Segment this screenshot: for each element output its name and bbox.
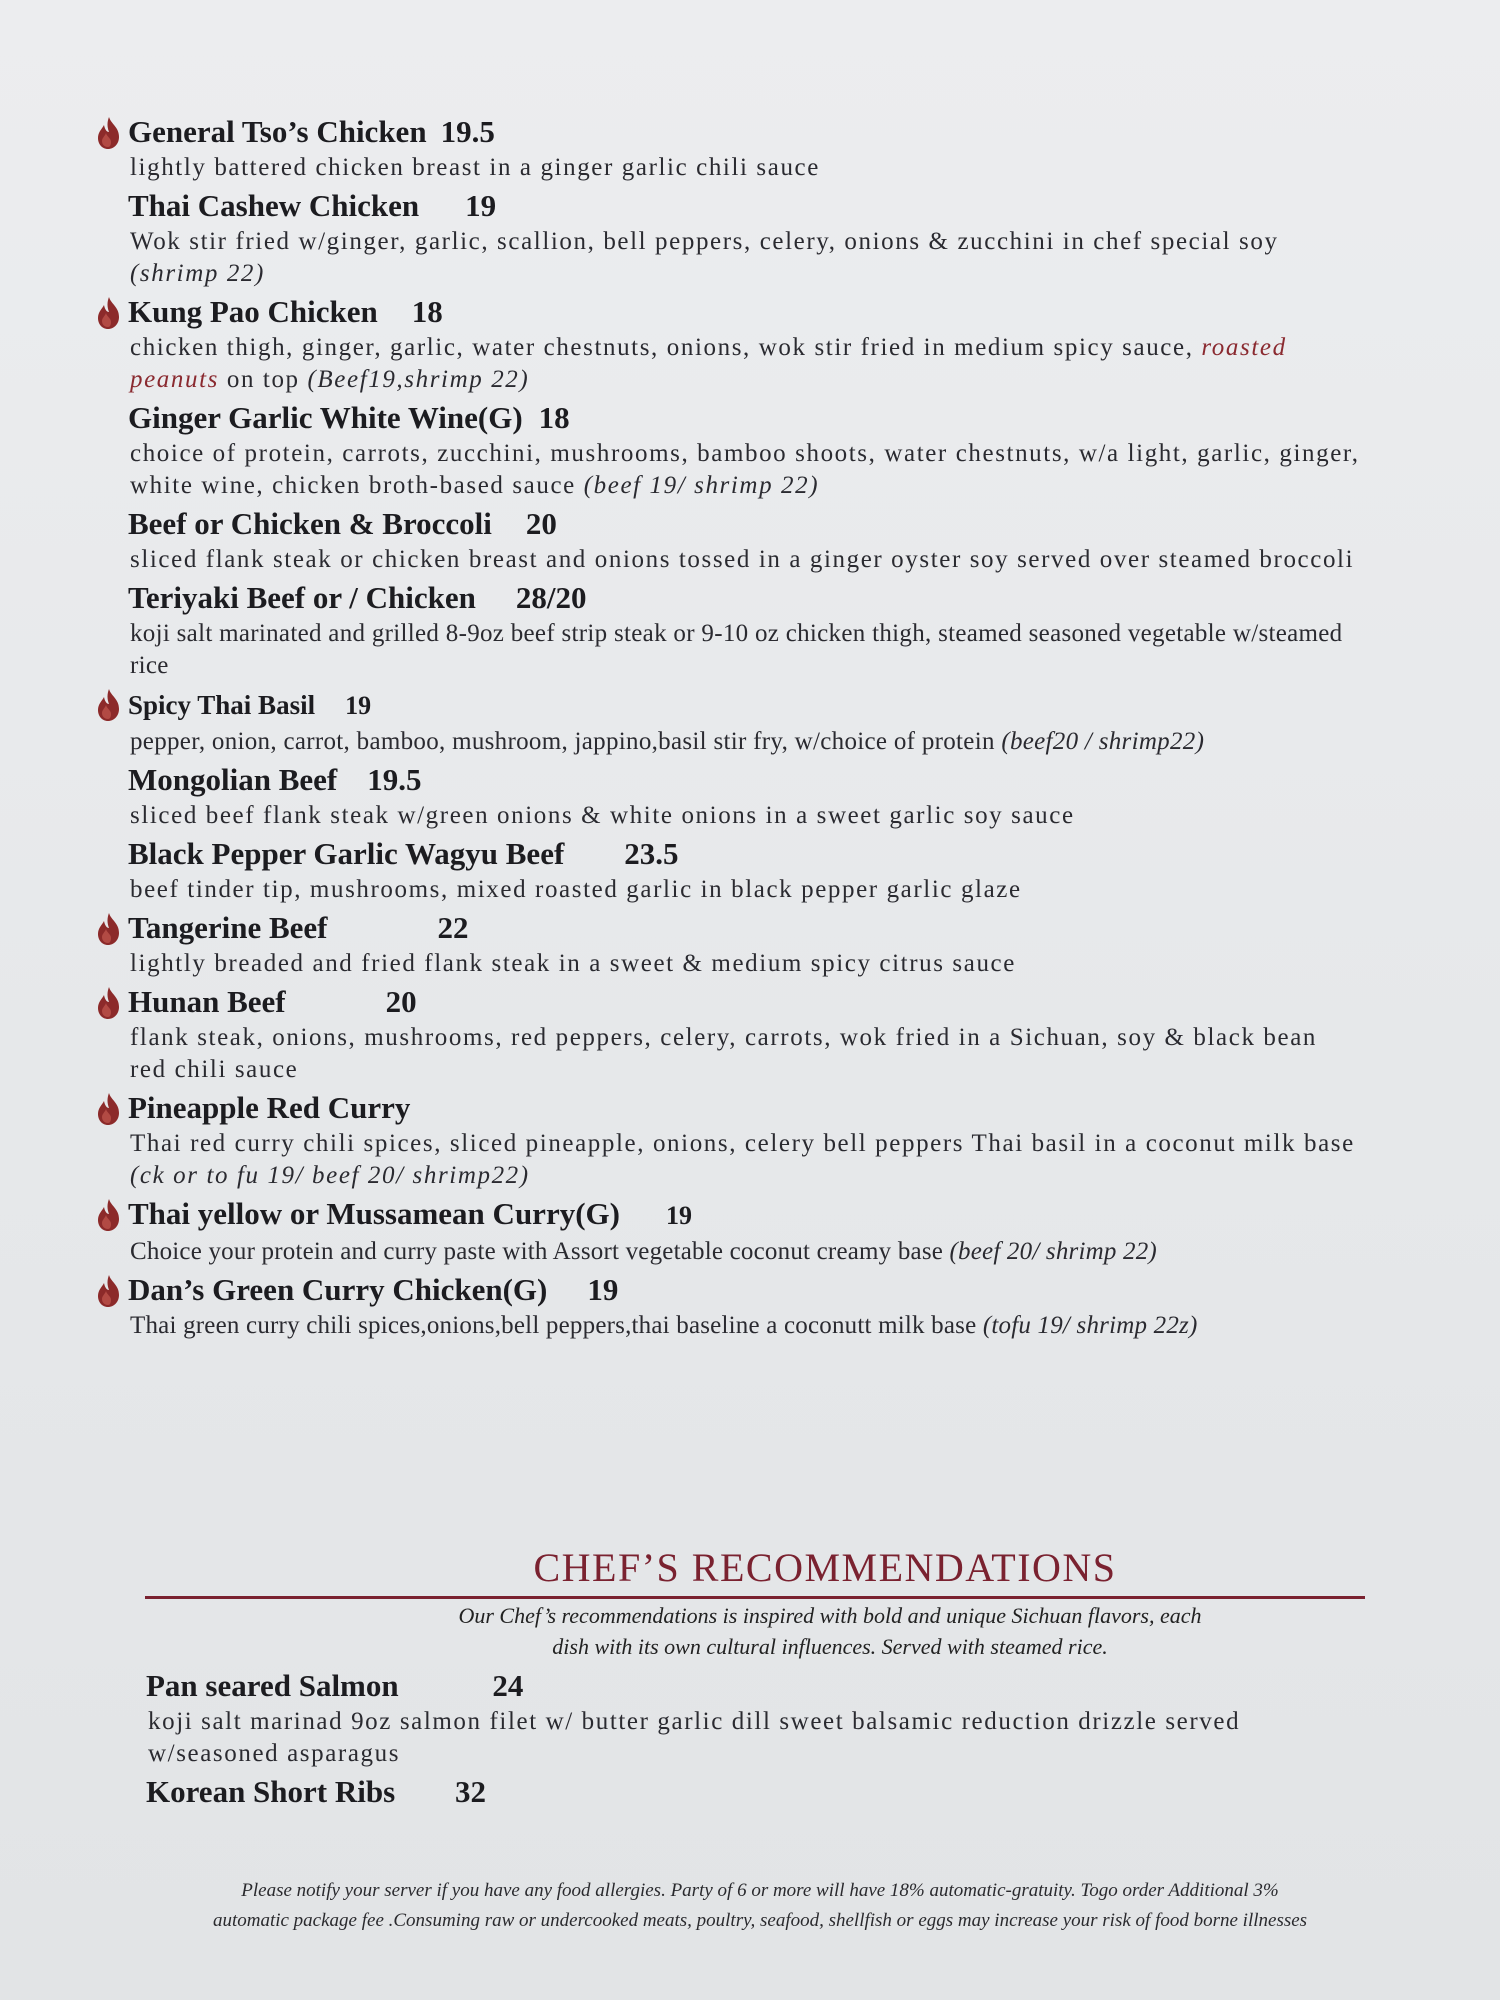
menu-item-description <box>128 438 1360 502</box>
menu-item-description-text: Wok stir fried w/ginger, garlic, scallion, bell peppers, celery, onions & zucchini in chef special soy <box>130 228 1279 255</box>
menu-item-name: Kung Pao Chicken <box>128 294 378 329</box>
chef-intro-line: Our Chef’s recommendations is inspired with bold and unique Sichuan flavors, each <box>458 1603 1202 1628</box>
flame-icon <box>94 912 124 946</box>
flame-icon <box>94 1092 124 1126</box>
menu-item-price-note: (beef20 / shrimp22) <box>1001 728 1205 755</box>
menu-item-description <box>128 332 1360 396</box>
flame-icon <box>94 1274 124 1308</box>
menu-item-name-line <box>128 1194 1378 1236</box>
menu-item-description-text: chicken thigh, ginger, garlic, water chestnuts, onions, wok stir fried in medium spicy sauce, <box>130 334 1194 361</box>
menu-item <box>128 1270 1378 1342</box>
chef-item-list <box>146 1666 1386 1814</box>
menu-item-price: 19.5 <box>440 114 495 149</box>
menu-item-description-text: beef tinder tip, mushrooms, mixed roasted garlic in black pepper garlic glaze <box>130 876 1022 903</box>
menu-item-description-text: sliced flank steak or chicken breast and onions tossed in a ginger oyster soy served over steamed broccoli <box>130 546 1355 573</box>
menu-item-name: Thai yellow or Mussamean Curry(G) <box>128 1196 620 1231</box>
menu-item-name: Mongolian Beef <box>128 762 338 797</box>
flame-icon <box>94 1198 124 1232</box>
menu-item <box>128 1194 1378 1268</box>
menu-item-name-line <box>128 292 1378 332</box>
menu-item-description <box>128 1128 1360 1192</box>
menu-item-description-text: koji salt marinated and grilled 8-9oz beef strip steak or 9-10 oz chicken thigh, steamed seasoned vegetable w/steamed rice <box>130 620 1343 679</box>
allergy-notice-line: automatic package fee .Consuming raw or undercooked meats, poultry, seafood, shellfish or eggs may increase your risk of food borne illnesses <box>212 1910 1308 1931</box>
menu-item-description-text: Choice your protein and curry paste with Assort vegetable coconut creamy base <box>130 1238 944 1265</box>
menu-item-description <box>128 1022 1360 1086</box>
chef-intro <box>380 1600 1280 1662</box>
flame-icon <box>94 296 124 330</box>
menu-item-name-line <box>146 1666 1386 1706</box>
allergy-notice-line: Please notify your server if you have any food allergies. Party of 6 or more will have 18% automatic-gratuity. Togo order Additional 3% <box>241 1880 1279 1901</box>
menu-item-description-text: Thai red curry chili spices, sliced pineapple, onions, celery bell peppers Thai basil in a coconut milk base <box>130 1130 1355 1157</box>
menu-item-price-note: (Beef19,shrimp 22) <box>307 366 530 393</box>
menu-item-name: Spicy Thai Basil <box>128 690 316 720</box>
menu-item-list <box>128 112 1378 1344</box>
menu-item-highlight: roasted peanuts <box>130 334 1287 393</box>
menu-item-description <box>128 874 1360 906</box>
menu-item-name-line <box>128 982 1378 1022</box>
menu-item-name: Black Pepper Garlic Wagyu Beef <box>128 836 565 871</box>
menu-item-price: 20 <box>385 984 417 1019</box>
menu-item-description-text: sliced beef flank steak w/green onions & white onions in a sweet garlic soy sauce <box>130 802 1075 829</box>
menu-item-name-line <box>128 684 1378 726</box>
menu-item-description <box>128 226 1360 290</box>
menu-item-description <box>128 152 1360 184</box>
menu-item <box>128 578 1378 682</box>
menu-item <box>128 684 1378 758</box>
menu-item-description-text: Thai green curry chili spices,onions,bell peppers,thai baseline a coconutt milk base <box>130 1312 977 1339</box>
menu-item-name-line <box>128 578 1378 618</box>
menu-item-description: koji salt marinad 9oz salmon filet w/ butter garlic dill sweet balsamic reduction drizzle served w/seasoned asparagus <box>148 1708 1241 1767</box>
menu-item-name: General Tso’s Chicken <box>128 114 427 149</box>
menu-item <box>128 760 1378 832</box>
menu-item <box>128 834 1378 906</box>
menu-item-description-text: lightly battered chicken breast in a ginger garlic chili sauce <box>130 154 820 181</box>
menu-item-description <box>128 544 1360 576</box>
menu-item-price: 19 <box>345 691 372 720</box>
menu-item <box>146 1666 1386 1770</box>
menu-item-name: Pineapple Red Curry <box>128 1090 411 1125</box>
allergy-notice <box>150 1876 1370 1936</box>
flame-icon <box>94 986 124 1020</box>
menu-item-name: Tangerine Beef <box>128 910 328 945</box>
menu-item-name: Hunan Beef <box>128 984 286 1019</box>
menu-item-description <box>128 1236 1360 1268</box>
menu-item <box>146 1772 1386 1812</box>
menu-item-price: 28/20 <box>515 580 587 615</box>
menu-item-price: 19 <box>587 1272 619 1307</box>
menu-item-name-line <box>128 834 1378 874</box>
menu-item-price: 20 <box>525 506 557 541</box>
menu-item <box>128 292 1378 396</box>
menu-item-price-note: (ck or to fu 19/ beef 20/ shrimp22) <box>130 1162 530 1189</box>
menu-item-price: 22 <box>437 910 469 945</box>
menu-item-price: 19 <box>665 1201 692 1230</box>
menu-item-price: 18 <box>538 400 570 435</box>
menu-item-description <box>128 726 1360 758</box>
menu-item-price: 18 <box>411 294 443 329</box>
menu-item-name-line <box>128 398 1378 438</box>
menu-item <box>128 112 1378 184</box>
menu-item-name-line <box>128 1088 1378 1128</box>
menu-item-description-text: on top <box>226 366 300 393</box>
menu-item-name: Teriyaki Beef or / Chicken <box>128 580 476 615</box>
menu-item-price: 32 <box>454 1774 486 1809</box>
menu-item <box>128 398 1378 502</box>
menu-item-price: 23.5 <box>624 836 679 871</box>
menu-item-description <box>128 1310 1360 1342</box>
menu-item-name-line <box>128 1270 1378 1310</box>
menu-item-name-line <box>128 112 1378 152</box>
menu-item-description <box>128 948 1360 980</box>
menu-item-name: Thai Cashew Chicken <box>128 188 420 223</box>
menu-item-name-line <box>146 1772 1386 1812</box>
menu-item-description-text: lightly breaded and fried flank steak in a sweet & medium spicy citrus sauce <box>130 950 1016 977</box>
menu-item-description-text: flank steak, onions, mushrooms, red peppers, celery, carrots, wok fried in a Sichuan, soy & black bean red chili sauce <box>130 1024 1317 1083</box>
flame-icon <box>94 116 124 150</box>
menu-item-description <box>128 800 1360 832</box>
section-divider <box>145 1596 1365 1599</box>
menu-item-name-line <box>128 908 1378 948</box>
menu-item-name-line <box>128 760 1378 800</box>
menu-item-price: 19.5 <box>367 762 422 797</box>
menu-item <box>128 504 1378 576</box>
menu-item <box>128 982 1378 1086</box>
menu-item-name: Korean Short Ribs <box>146 1774 396 1809</box>
chef-recommendations-title: CHEF’S RECOMMENDATIONS <box>533 1545 1117 1590</box>
menu-item-price: 24 <box>492 1668 524 1703</box>
menu-item-name-line <box>128 504 1378 544</box>
menu-item <box>128 186 1378 290</box>
flame-icon <box>94 688 124 722</box>
menu-item-name: Pan seared Salmon <box>146 1668 399 1703</box>
menu-item-name: Dan’s Green Curry Chicken(G) <box>128 1272 548 1307</box>
menu-item <box>128 1088 1378 1192</box>
menu-item-price-note: (tofu 19/ shrimp 22z) <box>982 1312 1198 1339</box>
menu-item <box>128 908 1378 980</box>
menu-item-description-text: choice of protein, carrots, zucchini, mushrooms, bamboo shoots, water chestnuts, w/a light, garlic, ginger, white wine, chicken broth-based sauce <box>130 440 1360 499</box>
menu-item-description-text: pepper, onion, carrot, bamboo, mushroom, jappino,basil stir fry, w/choice of protein <box>130 728 995 755</box>
menu-item-price-note: (beef 19/ shrimp 22) <box>583 472 820 499</box>
menu-item-name-line <box>128 186 1378 226</box>
menu-item-price-note: (shrimp 22) <box>130 260 265 287</box>
menu-item-description <box>128 618 1360 682</box>
menu-item-name: Ginger Garlic White Wine(G) <box>128 400 523 435</box>
menu-item-name: Beef or Chicken & Broccoli <box>128 506 492 541</box>
chef-intro-line: dish with its own cultural influences. Served with steamed rice. <box>552 1634 1108 1659</box>
menu-item-price-note: (beef 20/ shrimp 22) <box>949 1238 1157 1265</box>
menu-item-price: 19 <box>465 188 497 223</box>
